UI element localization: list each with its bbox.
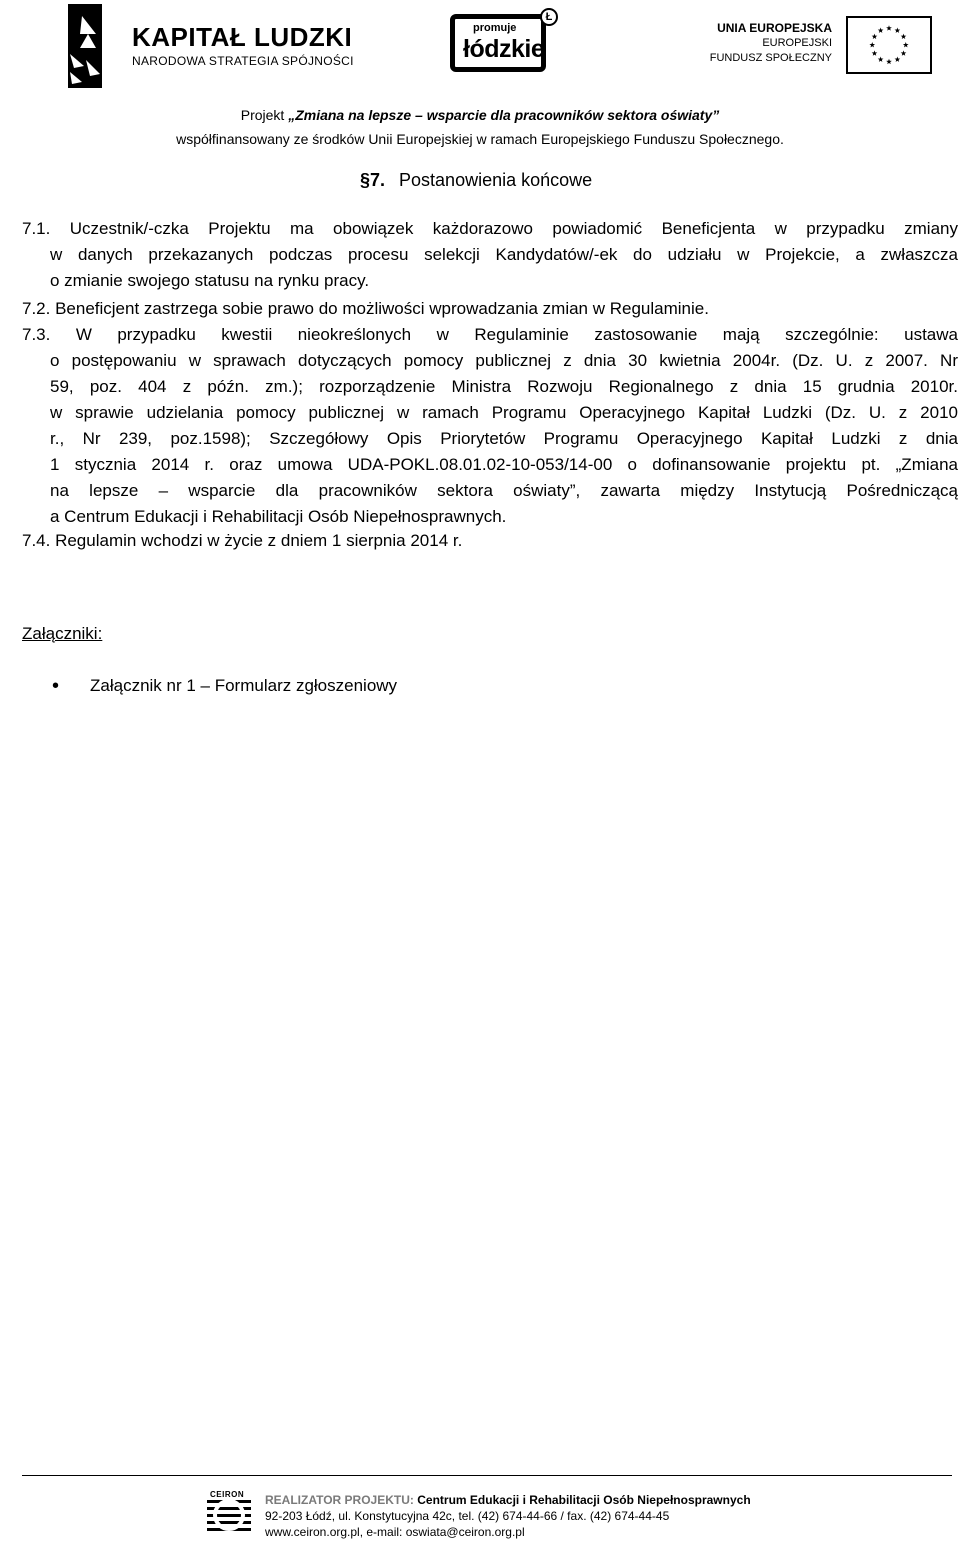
paragraph-line: o zmianie swojego statusu na rynku pracy. — [50, 271, 370, 290]
paragraph-line: w danych przekazanych podczas procesu selekcji Kandydatów/-ek do udziału w Projekcie, a zwłaszcza — [50, 245, 958, 264]
paragraph-line: r., Nr 239, poz.1598); Szczegółowy Opis Priorytetów Programu Operacyjnego Kapitał Ludzki z dnia — [50, 429, 958, 448]
attachments-list — [52, 676, 397, 696]
eu-logo — [710, 14, 932, 78]
paragraph-line: w sprawie udzielania pomocy publicznej w ramach Programu Operacyjnego Kapitał Ludzki (Dz. U. z 2010 — [50, 403, 958, 422]
ceiron-logo-text: CEIRON — [210, 1490, 245, 1499]
eu-star-icon — [903, 42, 909, 47]
cofinance-line: współfinansowany ze środków Unii Europejskiej w ramach Europejskiego Funduszu Społecznego. — [176, 131, 784, 147]
project-title-line — [0, 107, 960, 123]
paragraph-line: na lepsze – wsparcie dla pracowników sektora oświaty”, zawarta między Instytucją Pośredniczącą — [50, 481, 958, 500]
section-number: §7. — [360, 170, 386, 190]
paragraph-7-2 — [22, 296, 958, 322]
eu-star-icon — [872, 34, 878, 39]
realizator-name: Centrum Edukacji i Rehabilitacji Osób Niepełnosprawnych — [413, 1493, 751, 1507]
footer-text — [265, 1492, 751, 1540]
eu-star-icon — [886, 25, 892, 30]
paragraph-line: 7.1. Uczestnik/-czka Projektu ma obowiązek każdorazowo powiadomić Beneficjenta w przypadku zmiany — [22, 219, 958, 238]
eu-star-icon — [895, 57, 901, 62]
footer-address: 92-203 Łódź, ul. Konstytucyjna 42c, tel. (42) 674-44-66 / fax. (42) 674-44-45 — [265, 1509, 670, 1523]
eu-line2: EUROPEJSKI — [762, 37, 832, 49]
lodzkie-top-text: promuje — [473, 22, 517, 34]
eu-text — [710, 20, 832, 66]
kapital-ludzki-title: KAPITAŁ LUDZKI — [132, 22, 353, 52]
paragraph-line: 7.3. W przypadku kwestii nieokreślonych w Regulaminie zastosowanie mają szczególnie: ustawa — [22, 325, 958, 344]
paragraph-line: 7.2. Beneficjent zastrzega sobie prawo do możliwości wprowadzania zmian w Regulaminie. — [22, 299, 709, 318]
eu-line1: UNIA EUROPEJSKA — [717, 21, 832, 35]
kapital-ludzki-emblem-icon — [62, 4, 124, 90]
lodzkie-frame — [450, 14, 546, 72]
paragraph-7-4 — [22, 528, 958, 554]
footer-divider — [22, 1475, 952, 1476]
kapital-ludzki-subtitle: NARODOWA STRATEGIA SPÓJNOŚCI — [132, 54, 354, 68]
attachment-item: • Załącznik nr 1 – Formularz zgłoszeniowy — [52, 676, 397, 696]
paragraph-line: 59, poz. 404 z późn. zm.); rozporządzenie Ministra Rozwoju Regionalnego z dnia 15 grudnia 2010r. — [50, 377, 958, 396]
eu-flag-icon — [846, 16, 932, 74]
project-title: „Zmiana na lepsze – wsparcie dla pracowników sektora oświaty” — [288, 107, 720, 123]
eu-star-icon — [901, 50, 907, 55]
eu-star-icon — [872, 50, 878, 55]
attachments-heading: Załączniki: — [22, 624, 103, 643]
project-prefix: Projekt — [240, 107, 289, 123]
eu-star-icon — [878, 28, 884, 33]
paragraph-line: o postępowaniu w sprawach dotyczących pomocy publicznej z dnia 30 kwietnia 2004r. (Dz. U. z 2007. Nr — [50, 351, 958, 370]
eu-star-icon — [869, 42, 875, 47]
lodzkie-main-text: łódzkie — [463, 35, 545, 63]
paragraph-line: a Centrum Edukacji i Rehabilitacji Osób Niepełnosprawnych. — [50, 507, 507, 526]
eu-star-icon — [878, 57, 884, 62]
paragraph-line: 7.4. Regulamin wchodzi w życie z dniem 1 sierpnia 2014 r. — [22, 531, 463, 550]
section-title: Postanowienia końcowe — [399, 170, 593, 190]
eu-star-icon — [886, 59, 892, 64]
realizator-label: REALIZATOR PROJEKTU: — [265, 1493, 414, 1507]
lodzkie-logo — [450, 8, 564, 72]
paragraph-7-1 — [22, 216, 958, 294]
kapital-ludzki-logo — [62, 4, 354, 90]
paragraph-7-3 — [22, 322, 958, 530]
section-heading — [360, 170, 592, 191]
eu-star-icon — [901, 34, 907, 39]
footer-contact: www.ceiron.org.pl, e-mail: oswiata@ceiron.org.pl — [265, 1525, 525, 1539]
eu-line3: FUNDUSZ SPOŁECZNY — [709, 52, 832, 64]
lodzkie-mark-icon: Ł — [540, 8, 558, 26]
eu-star-icon — [895, 28, 901, 33]
paragraph-line: 1 stycznia 2014 r. oraz umowa UDA-POKL.08.01.02-10-053/14-00 o dofinansowanie projektu pt. „Zmiana — [50, 455, 958, 474]
